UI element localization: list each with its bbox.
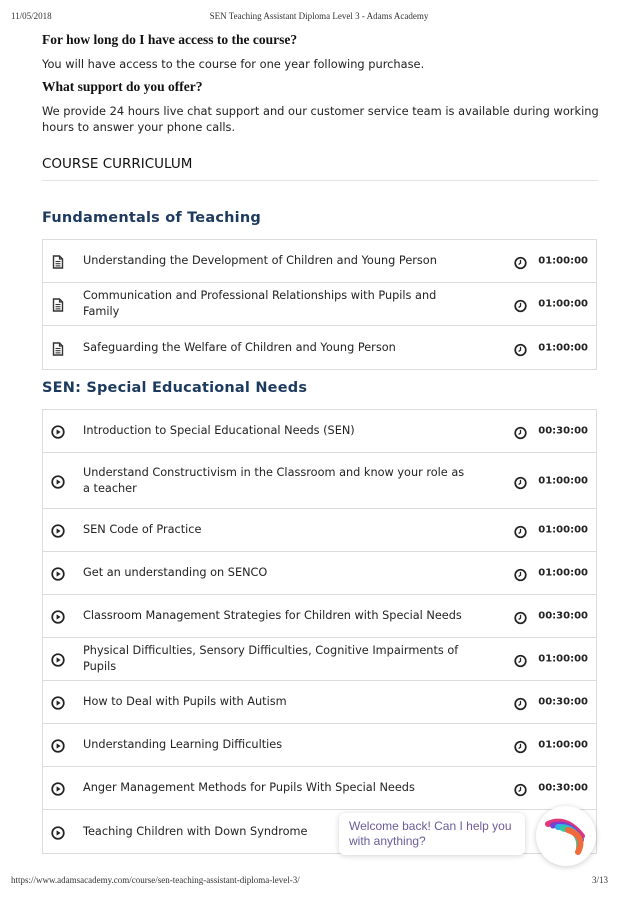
lesson-row[interactable] [43,283,596,326]
print-header [0,11,638,25]
clock-icon [514,341,527,354]
clock-icon [514,255,527,268]
lesson-list [42,409,597,854]
print-footer [0,875,638,889]
clock-icon [514,610,527,623]
lesson-duration: 00:30:00 [538,425,588,437]
lesson-list [42,239,597,370]
lesson-title[interactable]: Teaching Children with Down Syndrome [83,824,308,838]
clock-icon [514,298,527,311]
lesson-title[interactable]: Understanding the Development of Children and Young Person [83,254,437,267]
faq-answer-support: We provide 24 hours live chat support and our customer service team is available during working hours to answer your phone calls. [42,104,599,134]
chat-welcome-message: Welcome back! Can I help you with anything? [349,819,512,848]
document-icon [51,297,65,311]
lesson-duration: 01:00:00 [538,567,588,579]
lesson-title[interactable]: SEN Code of Practice [83,523,202,536]
play-icon [51,652,65,666]
lesson-duration: 01:00:00 [538,739,588,751]
print-date: 11/05/2018 [11,11,52,21]
lesson-title[interactable]: Introduction to Special Educational Needs (SEN) [83,424,355,437]
lesson-title[interactable]: Understand Constructivism in the Classroom and know your role as a teacher [83,465,465,495]
chat-logo-ribbon [568,830,580,852]
print-title: SEN Teaching Assistant Diploma Level 3 - Adams Academy [209,11,429,21]
lesson-row[interactable] [43,453,596,509]
play-icon [51,523,65,537]
play-icon [51,609,65,623]
lesson-title[interactable]: Classroom Management Strategies for Children with Special Needs [83,609,462,622]
lesson-row[interactable] [43,326,596,369]
lesson-row[interactable] [43,681,596,724]
clock-icon [514,474,527,487]
lesson-row[interactable] [43,509,596,552]
page-number: 3/13 [591,875,608,885]
section-title: Fundamentals of Teaching [42,210,261,226]
clock-icon [514,782,527,795]
lesson-duration: 01:00:00 [538,524,588,536]
clock-icon [514,696,527,709]
curriculum-heading: COURSE CURRICULUM [42,156,193,172]
lesson-duration: 01:00:00 [538,653,588,665]
lesson-row[interactable] [43,724,596,767]
clock-icon [514,739,527,752]
play-icon [51,695,65,709]
faq-answer-access: You will have access to the course for one year following purchase. [42,57,425,71]
play-icon [51,566,65,580]
lesson-duration: 01:00:00 [538,298,588,310]
lesson-title[interactable]: Anger Management Methods for Pupils With Special Needs [83,781,415,794]
lesson-duration: 01:00:00 [538,475,588,486]
lesson-title[interactable]: Communication and Professional Relationships with Pupils and Family [83,289,437,318]
print-url: https://www.adamsacademy.com/course/sen-teaching-assistant-diploma-level-3/ [11,875,300,885]
lesson-title[interactable]: Understanding Learning Difficulties [83,738,283,751]
play-icon [51,825,65,839]
lesson-title[interactable]: Physical Difficulties, Sensory Difficulties, Cognitive Impairments of Pupils [83,644,459,673]
divider [42,180,598,181]
play-icon [51,424,65,438]
chat-logo-icon [536,806,596,866]
lesson-row[interactable] [43,240,596,283]
clock-icon [514,425,527,438]
lesson-duration: 01:00:00 [538,342,588,353]
lesson-duration: 00:30:00 [538,610,588,622]
lesson-title[interactable]: How to Deal with Pupils with Autism [83,695,287,708]
lesson-row[interactable] [43,595,596,638]
lesson-duration: 00:30:00 [538,696,588,708]
play-icon [51,781,65,795]
clock-icon [514,653,527,666]
lesson-title[interactable]: Get an understanding on SENCO [83,566,268,579]
lesson-row[interactable] [43,410,596,453]
document-icon [51,254,65,268]
lesson-row[interactable] [43,552,596,595]
clock-icon [514,524,527,537]
chat-launcher-button[interactable] [536,806,596,866]
lesson-row[interactable] [43,638,596,681]
play-icon [51,738,65,752]
lesson-row[interactable] [43,767,596,810]
section-title: SEN: Special Educational Needs [42,380,308,396]
lesson-title[interactable]: Safeguarding the Welfare of Children and Young Person [83,340,396,354]
play-icon [51,474,65,488]
document-icon [51,341,65,355]
clock-icon [514,567,527,580]
chat-welcome-bubble[interactable] [339,813,525,855]
faq-question-support: What support do you offer? [42,79,203,94]
faq-question-access: For how long do I have access to the course? [42,32,298,47]
lesson-duration: 01:00:00 [538,255,588,267]
lesson-duration: 00:30:00 [538,782,588,794]
